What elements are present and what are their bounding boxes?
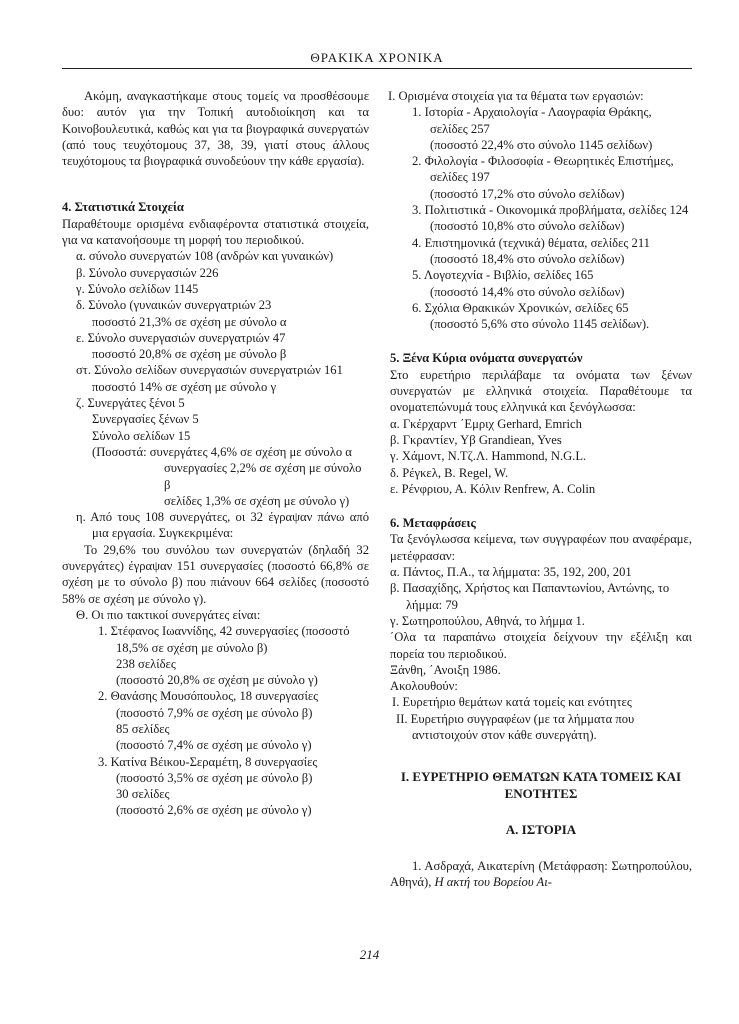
stat-z-line6: σελίδες 1,3% σε σχέση με σύνολο γ) (164, 493, 350, 508)
section-6-intro: Τα ξενόγλωσσα κείμενα, των συγγραφέων που αναφέραμε, μετέφρασαν: (390, 532, 692, 563)
regular-contributor-3-percent: (ποσοστό 3,5% σε σχέση με σύνολο β) (116, 770, 313, 785)
follow-index-i: Ι. Ευρετήριο θεμάτων κατά τομείς και ενότητες (392, 695, 632, 710)
stat-e-detail: ποσοστό 20,8% σε σχέση με σύνολο β (92, 347, 287, 362)
topic-2-percent: (ποσοστό 17,2% στο σύνολο σελίδων) (430, 186, 625, 201)
topic-4-percent: (ποσοστό 18,4% στο σύνολο σελίδων) (430, 251, 625, 266)
stat-z-line4: (Ποσοστά: συνεργάτες 4,6% σε σχέση με σύνολο α (92, 444, 352, 459)
stat-z-line2: Συνεργασίες ξένων 5 (92, 412, 199, 427)
foreign-name-d: δ. Ρέγκελ, Β. Regel, W. (390, 465, 509, 480)
index-entry-1 (390, 858, 692, 891)
regular-contributor-3-pages: 30 σελίδες (116, 787, 170, 802)
follow-label: Ακολουθούν: (390, 679, 458, 694)
stat-h-detail: Το 29,6% του συνόλου των συνεργατών (δηλαδή 32 συνεργάτες) έγραψαν 151 συνεργασίες (ποσοστό 66,8% σε σχέση με το σύνολο β) που πιάνουν 664 σελίδες (ποσοστό 58% σε σχέση με σύνολο γ). (62, 542, 369, 606)
header-rule (62, 68, 692, 69)
stat-b: β. Σύνολο συνεργασιών 226 (76, 265, 219, 280)
topics-title: Ι. Ορισμένα στοιχεία για τα θέματα των εργασιών: (388, 89, 644, 103)
stat-e: ε. Σύνολο συνεργασιών συνεργατριών 47 (76, 330, 286, 345)
stat-d-detail: ποσοστό 21,3% σε σχέση με σύνολο α (92, 314, 287, 329)
index-entry-1-title: Η ακτή του Βορείου Αι- (434, 875, 552, 890)
translator-c: γ. Σωτηροπούλου, Αθηνά, το λήμμα 1. (390, 613, 585, 628)
regular-contributor-2-page-percent: (ποσοστό 7,4% σε σχέση με σύνολο γ) (116, 738, 312, 753)
topic-5: 5. Λογοτεχνία - Βιβλίο, σελίδες 165 (412, 268, 594, 283)
regular-contributor-3-page-percent: (ποσοστό 2,6% σε σχέση με σύνολο γ) (116, 803, 312, 818)
regular-contributor-2-pages: 85 σελίδες (116, 721, 170, 736)
summary-note: ΄Ολα τα παραπάνω στοιχεία δείχνουν την εξέλιξη και πορεία του περιοδικού. (390, 630, 692, 661)
regular-contributor-2: 2. Θανάσης Μουσόπουλος, 18 συνεργασίες (98, 689, 319, 704)
follow-index-ii: ΙΙ. Ευρετήριο συγγραφέων (με τα λήμματα που αντιστοιχούν στον κάθε συνεργάτη). (396, 711, 635, 742)
topic-3-percent: (ποσοστό 10,8% στο σύνολο σελίδων) (430, 219, 625, 234)
topic-1-percent: (ποσοστό 22,4% στο σύνολο 1145 σελίδων) (430, 137, 653, 152)
topic-5-percent: (ποσοστό 14,4% στο σύνολο σελίδων) (430, 284, 625, 299)
regular-contributor-1-percent: (ποσοστό 20,8% σε σχέση με σύνολο γ) (116, 673, 318, 688)
regular-contributor-3: 3. Κατίνα Βέικου-Σεραμέτη, 8 συνεργασίες (98, 754, 318, 769)
stat-d: δ. Σύνολο (γυναικών συνεργατριών 23 (76, 298, 272, 313)
index-entry-1-text: 1. Ασδραχά, Αικατερίνη (Μετάφραση: Σωτηροπούλου, Αθηνά), (390, 859, 692, 890)
left-column (62, 88, 369, 819)
foreign-name-e: ε. Ρένφριου, Α. Κόλιν Renfrew, A. Colin (390, 481, 596, 496)
topic-6: 6. Σχόλια Θρακικών Χρονικών, σελίδες 65 (412, 300, 629, 315)
stat-th: Θ. Οι πιο τακτικοί συνεργάτες είναι: (76, 607, 261, 622)
index-title: Ι. ΕΥΡΕΤΗΡΙΟ ΘΕΜΑΤΩΝ ΚΑΤΑ ΤΟΜΕΙΣ ΚΑΙ ΕΝΟΤΗΤΕΣ (400, 769, 682, 801)
topic-4: 4. Επιστημονικά (τεχνικά) θέματα, σελίδες 211 (412, 235, 650, 250)
index-subtitle: Α. ΙΣΤΟΡΙΑ (505, 821, 577, 837)
section-4-intro: Παραθέτουμε ορισμένα ενδιαφέροντα στατιστικά στοιχεία, για να κατανοήσουμε τη μορφή του περιοδικού. (62, 216, 369, 248)
section-5-title: 5. Ξένα Κύρια ονόματα συνεργατών (390, 351, 583, 366)
stat-z-line3: Σύνολο σελίδων 15 (92, 428, 191, 443)
section-4-title: 4. Στατιστικά Στοιχεία (62, 200, 184, 215)
stat-h: η. Από τους 108 συνεργάτες, οι 32 έγραψαν πάνω από μια εργασία. Συγκεκριμένα: (76, 510, 369, 541)
stat-z: ζ. Συνεργάτες ξένοι 5 (76, 396, 185, 411)
stat-c: γ. Σύνολο σελίδων 1145 (76, 281, 199, 296)
foreign-name-c: γ. Χάμοντ, Ν.Τζ.Λ. Hammond, N.G.L. (390, 449, 587, 464)
foreign-name-a: α. Γκέρχαρντ ΄Εμριχ Gerhard, Emrich (390, 416, 582, 431)
right-column (390, 88, 692, 891)
topic-1: 1. Ιστορία - Αρχαιολογία - Λαογραφία Θράκης, σελίδες 257 (412, 105, 652, 136)
translator-b: β. Πασαχίδης, Χρήστος και Παπαντωνίου, Αντώνης, το λήμμα: 79 (390, 581, 670, 612)
section-5-intro: Στο ευρετήριο περιλάβαμε τα ονόματα των ξένων συνεργατών με ελληνικά στοιχεία. Παραθέτουμε τα ονοματεπώνυμά τους ελληνικά και ξενόγλωσσα: (390, 367, 692, 415)
stat-st: στ. Σύνολο σελίδων συνεργασιών συνεργατριών 161 (76, 363, 343, 378)
regular-contributor-2-percent: (ποσοστό 7,9% σε σχέση με σύνολο β) (116, 705, 313, 720)
regular-contributor-1: 1. Στέφανος Ιωαννίδης, 42 συνεργασίες (ποσοστό 18,5% σε σχέση με σύνολο β) (98, 624, 350, 655)
translator-a: α. Πάντος, Π.Α., τα λήμματα: 35, 192, 200, 201 (390, 565, 632, 580)
topic-3: 3. Πολιτιστικά - Οικονομικά προβλήματα, σελίδες 124 (412, 203, 689, 218)
stat-z-line5: συνεργασίες 2,2% σε σχέση με σύνολο β (164, 461, 362, 492)
place-date: Ξάνθη, ΄Ανοιξη 1986. (390, 662, 501, 677)
stat-a: α. σύνολο συνεργατών 108 (ανδρών και γυναικών) (76, 249, 334, 264)
stat-st-detail: ποσοστό 14% σε σχέση με σύνολο γ (92, 379, 277, 394)
page-number: 214 (359, 947, 380, 962)
topic-6-percent: (ποσοστό 5,6% στο σύνολο 1145 σελίδων). (430, 317, 650, 332)
intro-paragraph: Ακόμη, αναγκαστήκαμε στους τομείς να προσθέσουμε δυο: αυτόν για την Τοπική αυτοδιοίκηση και τα Κοινοβουλευτικά, καθώς και για τα βιογραφικά συνεργατών (από τους τευχότομους 37, 38, 39, γιατί στους άλλους τευχότομους τα βιογραφικά συνοδεύουν την κάθε εργασία). (62, 89, 369, 169)
regular-contributor-1-pages: 238 σελίδες (116, 656, 176, 671)
running-header: ΘΡΑΚΙΚΑ ΧΡΟΝΙΚΑ (310, 50, 444, 65)
section-6-title: 6. Μεταφράσεις (390, 516, 476, 531)
foreign-name-b: β. Γκραντίεν, Υβ Grandiean, Yves (390, 432, 562, 447)
topic-2: 2. Φιλολογία - Φιλοσοφία - Θεωρητικές Επιστήμες, σελίδες 197 (412, 154, 674, 185)
